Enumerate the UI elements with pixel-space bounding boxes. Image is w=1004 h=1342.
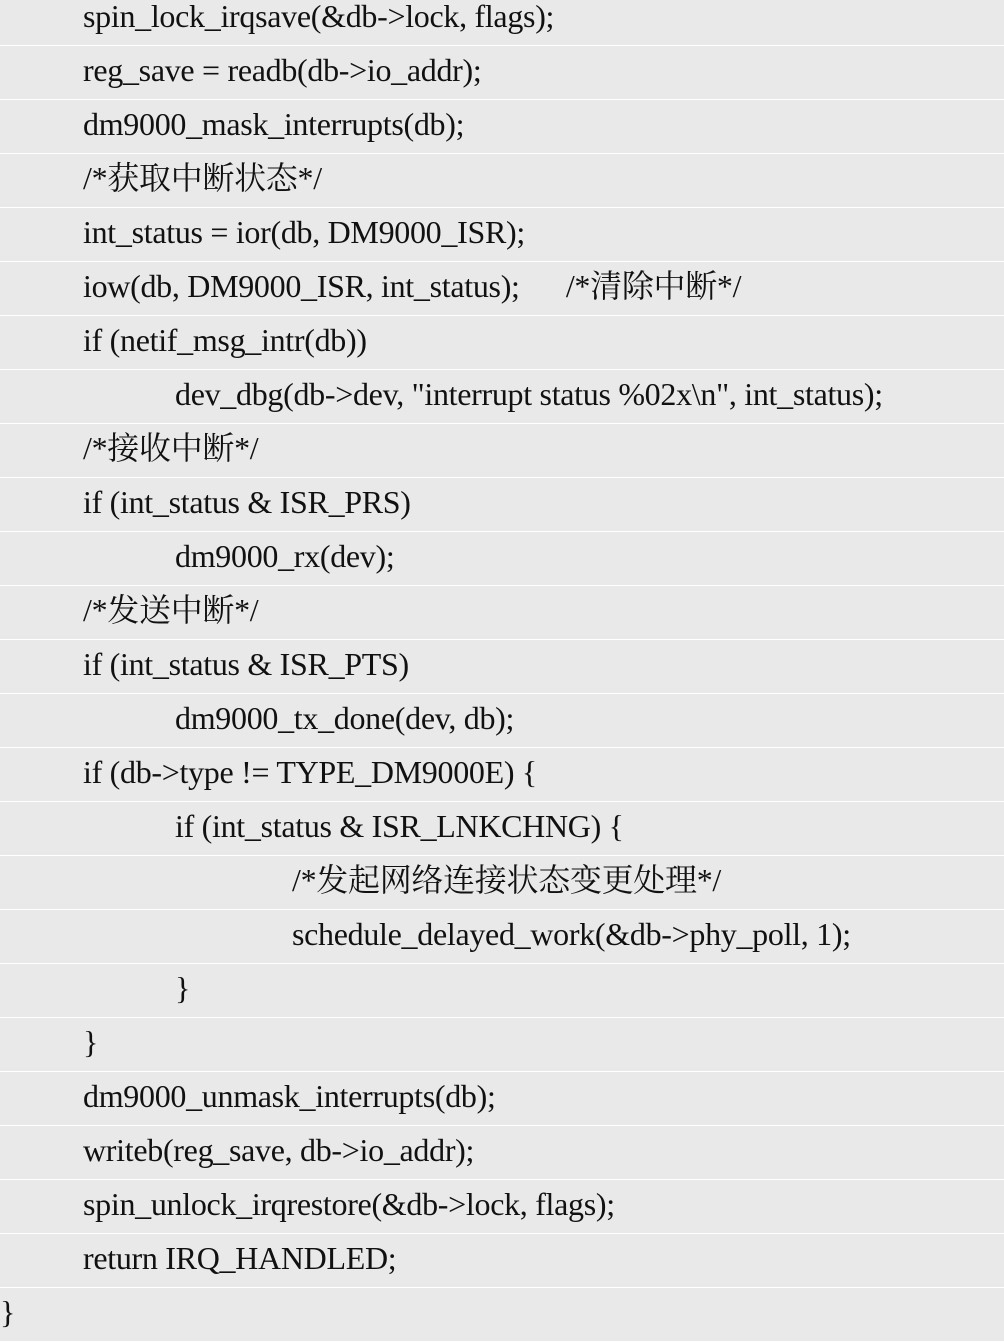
code-line-text: schedule_delayed_work(&db->phy_poll, 1);	[292, 916, 851, 952]
code-line-text: writeb(reg_save, db->io_addr);	[83, 1132, 475, 1168]
code-line-text: if (int_status & ISR_PTS)	[83, 646, 409, 682]
code-line	[0, 910, 1004, 964]
code-line	[0, 370, 1004, 424]
code-line-text: spin_unlock_irqrestore(&db->lock, flags);	[83, 1186, 615, 1222]
code-line-text: reg_save = readb(db->io_addr);	[83, 52, 482, 88]
code-line	[0, 208, 1004, 262]
code-line	[0, 640, 1004, 694]
code-line	[0, 1072, 1004, 1126]
code-line-text: }	[0, 1294, 16, 1330]
code-line-text: if (netif_msg_intr(db))	[83, 322, 367, 358]
code-line	[0, 154, 1004, 208]
code-line-text: int_status = ior(db, DM9000_ISR);	[83, 214, 525, 250]
code-line-text: dm9000_rx(dev);	[175, 538, 395, 574]
code-line	[0, 1288, 1004, 1342]
code-line	[0, 802, 1004, 856]
code-line-text: if (db->type != TYPE_DM9000E) {	[83, 754, 537, 790]
code-line	[0, 316, 1004, 370]
code-line	[0, 1018, 1004, 1072]
code-line	[0, 532, 1004, 586]
code-line-text: }	[83, 1024, 99, 1060]
code-line	[0, 262, 1004, 316]
code-line-text: if (int_status & ISR_PRS)	[83, 484, 411, 520]
code-line-text: return IRQ_HANDLED;	[83, 1240, 397, 1276]
code-comment: /*发起网络连接状态变更处理*/	[292, 862, 721, 898]
code-line-text: }	[175, 970, 191, 1006]
code-comment: /*发送中断*/	[83, 592, 259, 628]
code-line-text: if (int_status & ISR_LNKCHNG) {	[175, 808, 624, 844]
code-line-text: dm9000_tx_done(dev, db);	[175, 700, 515, 736]
code-line	[0, 46, 1004, 100]
code-comment: /*获取中断状态*/	[83, 160, 322, 196]
code-line	[0, 856, 1004, 910]
code-line	[0, 964, 1004, 1018]
code-line-text: iow(db, DM9000_ISR, int_status); /*清除中断*/	[83, 268, 742, 304]
code-line-text: dm9000_unmask_interrupts(db);	[83, 1078, 496, 1114]
code-line	[0, 478, 1004, 532]
code-line	[0, 424, 1004, 478]
code-line	[0, 1126, 1004, 1180]
code-line	[0, 1234, 1004, 1288]
code-comment: /*接收中断*/	[83, 430, 259, 466]
code-line	[0, 748, 1004, 802]
code-line-text: dev_dbg(db->dev, "interrupt status %02x\n", int_status);	[175, 376, 883, 412]
code-line	[0, 586, 1004, 640]
code-line-text: spin_lock_irqsave(&db->lock, flags);	[83, 0, 555, 34]
code-line	[0, 1180, 1004, 1234]
code-line	[0, 694, 1004, 748]
code-line-text: dm9000_mask_interrupts(db);	[83, 106, 465, 142]
code-line	[0, 0, 1004, 46]
code-line	[0, 100, 1004, 154]
